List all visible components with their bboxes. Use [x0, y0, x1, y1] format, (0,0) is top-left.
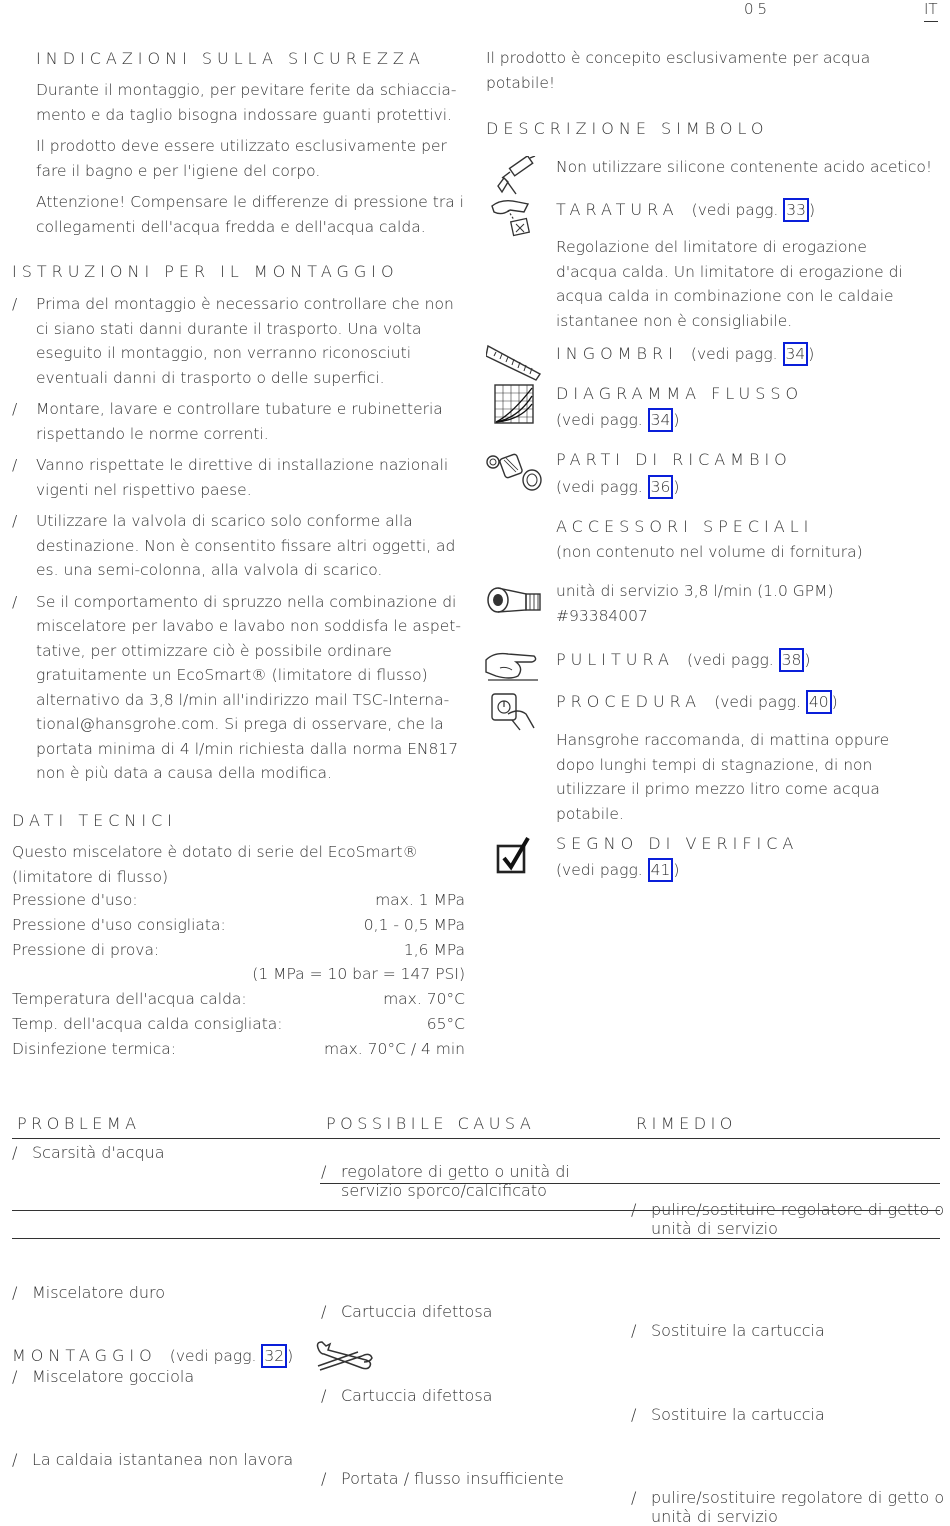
tech-row	[12, 913, 465, 938]
ingombri-ref	[691, 345, 814, 363]
page-link-34[interactable]: 34	[648, 408, 674, 432]
procedura-ref	[714, 693, 837, 711]
safety-paragraph	[36, 78, 468, 239]
tech-row	[12, 1037, 465, 1062]
ruler-icon	[486, 344, 542, 384]
safety-text-2: Il prodotto deve essere utilizzato esclusivamente per fare il bagno e per l'igiene del corpo.	[36, 137, 447, 180]
montaggio-ref	[170, 1347, 293, 1365]
tech-label: Temp. dell'acqua calda consigliata:	[12, 1014, 283, 1033]
assembly-title: ISTRUZIONI PER IL MONTAGGIO	[12, 262, 399, 281]
ref-suffix: )	[673, 478, 680, 496]
tech-row	[12, 987, 465, 1012]
flow-diagram-icon	[494, 384, 534, 424]
check-mark-icon	[496, 836, 532, 876]
ref-prefix: (vedi pagg.	[714, 693, 801, 711]
tech-label: Disinfezione termica:	[12, 1039, 177, 1058]
table-cell	[12, 1450, 322, 1469]
tech-value: 65°C	[426, 1014, 465, 1033]
safety-text-1: Durante il montaggio, per pevitare ferite da schiaccia-mento e da taglio bisogna indossare guanti protettivi.	[36, 81, 457, 124]
trouble-header-cause: POSSIBILE CAUSA	[326, 1114, 536, 1133]
cell-text: regolatore di getto o unità di servizio sporco/calcificato	[341, 1162, 570, 1200]
page-number: 05	[744, 0, 772, 18]
montaggio-heading	[12, 1344, 293, 1368]
trouble-header-remedy: RIMEDIO	[636, 1114, 737, 1133]
procedura-title: PROCEDURA	[556, 692, 702, 711]
diagramma-ref	[556, 408, 679, 432]
calibration-icon	[488, 196, 534, 238]
cell-text: Miscelatore duro	[32, 1283, 166, 1302]
cleaning-hand-icon	[484, 646, 540, 686]
silicone-warning: Non utilizzare silicone contenente acido acetico!	[556, 158, 933, 176]
tech-row	[12, 888, 465, 913]
procedure-hand-icon	[490, 690, 538, 732]
page-link-41[interactable]: 41	[648, 858, 674, 882]
pulitura-heading	[556, 648, 810, 672]
wrench-icon	[314, 1340, 374, 1376]
cell-text: Cartuccia difettosa	[341, 1302, 493, 1321]
ref-suffix: )	[808, 345, 815, 363]
cell-text: La caldaia istantanea non lavora	[32, 1450, 294, 1469]
tech-value: 0,1 - 0,5 MPa	[363, 915, 465, 934]
bullet-slash: /	[631, 1200, 637, 1219]
table-cell	[12, 1283, 322, 1302]
accessori-subtitle: (non contenuto nel volume di fornitura)	[556, 543, 863, 561]
list-item	[12, 397, 468, 446]
page-link-40[interactable]: 40	[806, 690, 832, 714]
bullet-slash: /	[631, 1405, 637, 1424]
tech-intro: Questo miscelatore è dotato di serie del EcoSmart® (limitatore di flusso)	[12, 843, 418, 886]
table-cell	[12, 1143, 322, 1162]
bullet-slash: /	[12, 456, 18, 474]
table-divider	[12, 1238, 940, 1239]
tech-label: Pressione d'uso consigliata:	[12, 915, 226, 934]
page-link-32[interactable]: 32	[261, 1344, 287, 1368]
ingombri-title: INGOMBRI	[556, 344, 678, 363]
trouble-header-problem: PROBLEMA	[17, 1114, 141, 1133]
bullet-slash: /	[12, 1450, 18, 1469]
pulitura-title: PULITURA	[556, 650, 674, 669]
ref-prefix: (vedi pagg.	[686, 651, 774, 669]
silicone-gun-icon	[490, 156, 536, 196]
tech-table	[12, 888, 465, 1062]
bullet-slash: /	[631, 1321, 637, 1340]
bullet-slash: /	[12, 1367, 18, 1386]
table-cell	[321, 1302, 631, 1321]
language-tag: IT	[924, 0, 938, 22]
bullet-slash: /	[12, 592, 18, 611]
cell-text: Sostituire la cartuccia	[651, 1405, 825, 1424]
cell-text: Portata / flusso insufficiente	[341, 1469, 564, 1488]
tech-value: max. 1 MPa	[375, 891, 465, 909]
ingombri-heading	[556, 342, 814, 366]
tech-value: 1,6 MPa	[403, 940, 465, 959]
cell-text: pulire/sostituire regolatore di getto o unità di servizio	[651, 1200, 945, 1238]
diagramma-title: DIAGRAMMA FLUSSO	[556, 384, 804, 403]
taratura-title: TARATURA	[556, 200, 679, 219]
bullet-slash: /	[631, 1488, 637, 1507]
page-link-34[interactable]: 34	[783, 342, 809, 366]
ref-suffix: )	[804, 651, 811, 669]
tech-row	[12, 938, 465, 963]
table-cell	[631, 1488, 950, 1526]
bullet-slash: /	[321, 1469, 327, 1488]
ricambio-ref	[556, 475, 679, 499]
bullet-slash: /	[12, 1143, 18, 1162]
potable-notice: Il prodotto è concepito esclusivamente per acqua potabile!	[486, 49, 871, 92]
table-divider	[12, 1138, 940, 1139]
ref-prefix: (vedi pagg.	[556, 861, 643, 879]
list-item	[12, 590, 468, 786]
cell-text: Scarsità d'acqua	[32, 1143, 165, 1162]
table-cell	[631, 1200, 950, 1238]
ref-prefix: (vedi pagg.	[690, 345, 778, 363]
ref-suffix: )	[831, 693, 838, 711]
table-cell	[631, 1321, 950, 1340]
safety-text-3: Attenzione! Compensare le differenze di pressione tra i collegamenti dell'acqua fredda e dell'acqua calda.	[36, 193, 464, 236]
list-item-text: Utilizzare la valvola di scarico solo conforme alla destinazione. Non è consentito fissare altri oggetti, ad es. una semi-colonna, alla valvola di scarico.	[36, 512, 456, 579]
verifica-title: SEGNO DI VERIFICA	[556, 834, 799, 853]
table-cell	[321, 1162, 631, 1200]
ref-prefix: (vedi pagg.	[691, 201, 779, 219]
table-cell	[321, 1386, 631, 1405]
table-cell	[12, 1367, 322, 1386]
list-item-text: Vanno rispettate le direttive di installazione nazionali vigenti nel rispettivo paese.	[36, 456, 449, 499]
list-item-text: Montare, lavare e controllare tubature e rubinetteria rispettando le norme correnti.	[36, 400, 443, 443]
ref-suffix: )	[673, 861, 680, 879]
list-item	[12, 453, 468, 502]
cell-text: Cartuccia difettosa	[341, 1386, 493, 1405]
ref-prefix: (vedi pagg.	[169, 1347, 257, 1365]
table-cell	[321, 1469, 631, 1488]
page-link-36[interactable]: 36	[648, 475, 674, 499]
taratura-heading	[556, 198, 815, 222]
accessori-code: #93384007	[556, 607, 648, 625]
tech-label: Pressione di prova:	[12, 940, 160, 959]
safety-title: INDICAZIONI SULLA SICUREZZA	[36, 49, 425, 68]
list-item-text: Se il comportamento di spruzzo nella combinazione di miscelatore per lavabo e lavabo non soddisfa le aspet-tative, per ottimizzare ciò è possibile ordinare gratuitamente un EcoSmart® (limitatore di flusso) alternativo da 3,8 l/min all'indirizzo mail TSC-Interna-tional@hansgrohe.com. Si prega di osservare, che la portata minima di 4 l/min richiesta dalla norma EN817 non è più data a causa della modifica.	[36, 592, 461, 782]
procedura-heading	[556, 690, 838, 714]
bullet-slash: /	[12, 1283, 18, 1302]
ref-prefix: (vedi pagg.	[556, 478, 643, 496]
page-link-33[interactable]: 33	[783, 198, 809, 222]
accessori-unit: unità di servizio 3,8 l/min (1.0 GPM)	[556, 582, 834, 600]
ref-suffix: )	[673, 411, 680, 429]
verifica-ref	[556, 858, 679, 882]
tech-row	[12, 962, 465, 987]
bullet-slash: /	[321, 1302, 327, 1321]
taratura-text: Regolazione del limitatore di erogazione d'acqua calda. Un limitatore di erogazione di acqua calda in combinazione con le caldaie istantanee non è consigliabile.	[556, 238, 903, 330]
tech-value: (1 MPa = 10 bar = 147 PSI)	[252, 965, 465, 984]
ref-prefix: (vedi pagg.	[556, 411, 643, 429]
page-link-38[interactable]: 38	[779, 648, 805, 672]
pulitura-ref	[687, 651, 810, 669]
bullet-slash: /	[321, 1162, 327, 1181]
list-item	[12, 509, 468, 583]
tech-row	[12, 1012, 465, 1037]
ref-suffix: )	[287, 1347, 294, 1365]
table-cell	[631, 1405, 950, 1424]
procedura-text: Hansgrohe raccomanda, di mattina oppure dopo lunghi tempi di stagnazione, di non utilizzare il primo mezzo litro come acqua potabile.	[556, 731, 890, 823]
assembly-list	[12, 292, 468, 786]
accessori-title: ACCESSORI SPECIALI	[556, 517, 814, 536]
tech-value: max. 70°C	[383, 990, 465, 1009]
tech-value: max. 70°C / 4 min	[323, 1039, 465, 1058]
tech-title: DATI TECNICI	[12, 811, 177, 830]
cell-text: Miscelatore gocciola	[32, 1367, 195, 1386]
list-item	[12, 292, 468, 390]
bullet-slash: /	[321, 1386, 327, 1405]
service-unit-icon	[486, 582, 544, 622]
taratura-ref	[692, 201, 815, 219]
spare-parts-icon	[486, 452, 544, 492]
tech-label: Pressione d'uso:	[12, 891, 138, 909]
list-item-text: Prima del montaggio è necessario controllare che non ci siano stati danni durante il trasporto. Una volta eseguito il montaggio, non verranno riconosciuti eventuali danni di trasporto o delle superfici.	[36, 295, 454, 387]
tech-label: Temperatura dell'acqua calda:	[12, 990, 247, 1009]
bullet-slash: /	[12, 400, 18, 418]
ricambio-title: PARTI DI RICAMBIO	[556, 450, 792, 469]
ref-suffix: )	[809, 201, 816, 219]
bullet-slash: /	[12, 295, 18, 313]
symbol-description-title: DESCRIZIONE SIMBOLO	[486, 119, 769, 138]
cell-text: pulire/sostituire regolatore di getto o unità di servizio	[651, 1488, 945, 1526]
montaggio-title: MONTAGGIO	[12, 1346, 157, 1365]
cell-text: Sostituire la cartuccia	[651, 1321, 825, 1340]
bullet-slash: /	[12, 512, 18, 530]
